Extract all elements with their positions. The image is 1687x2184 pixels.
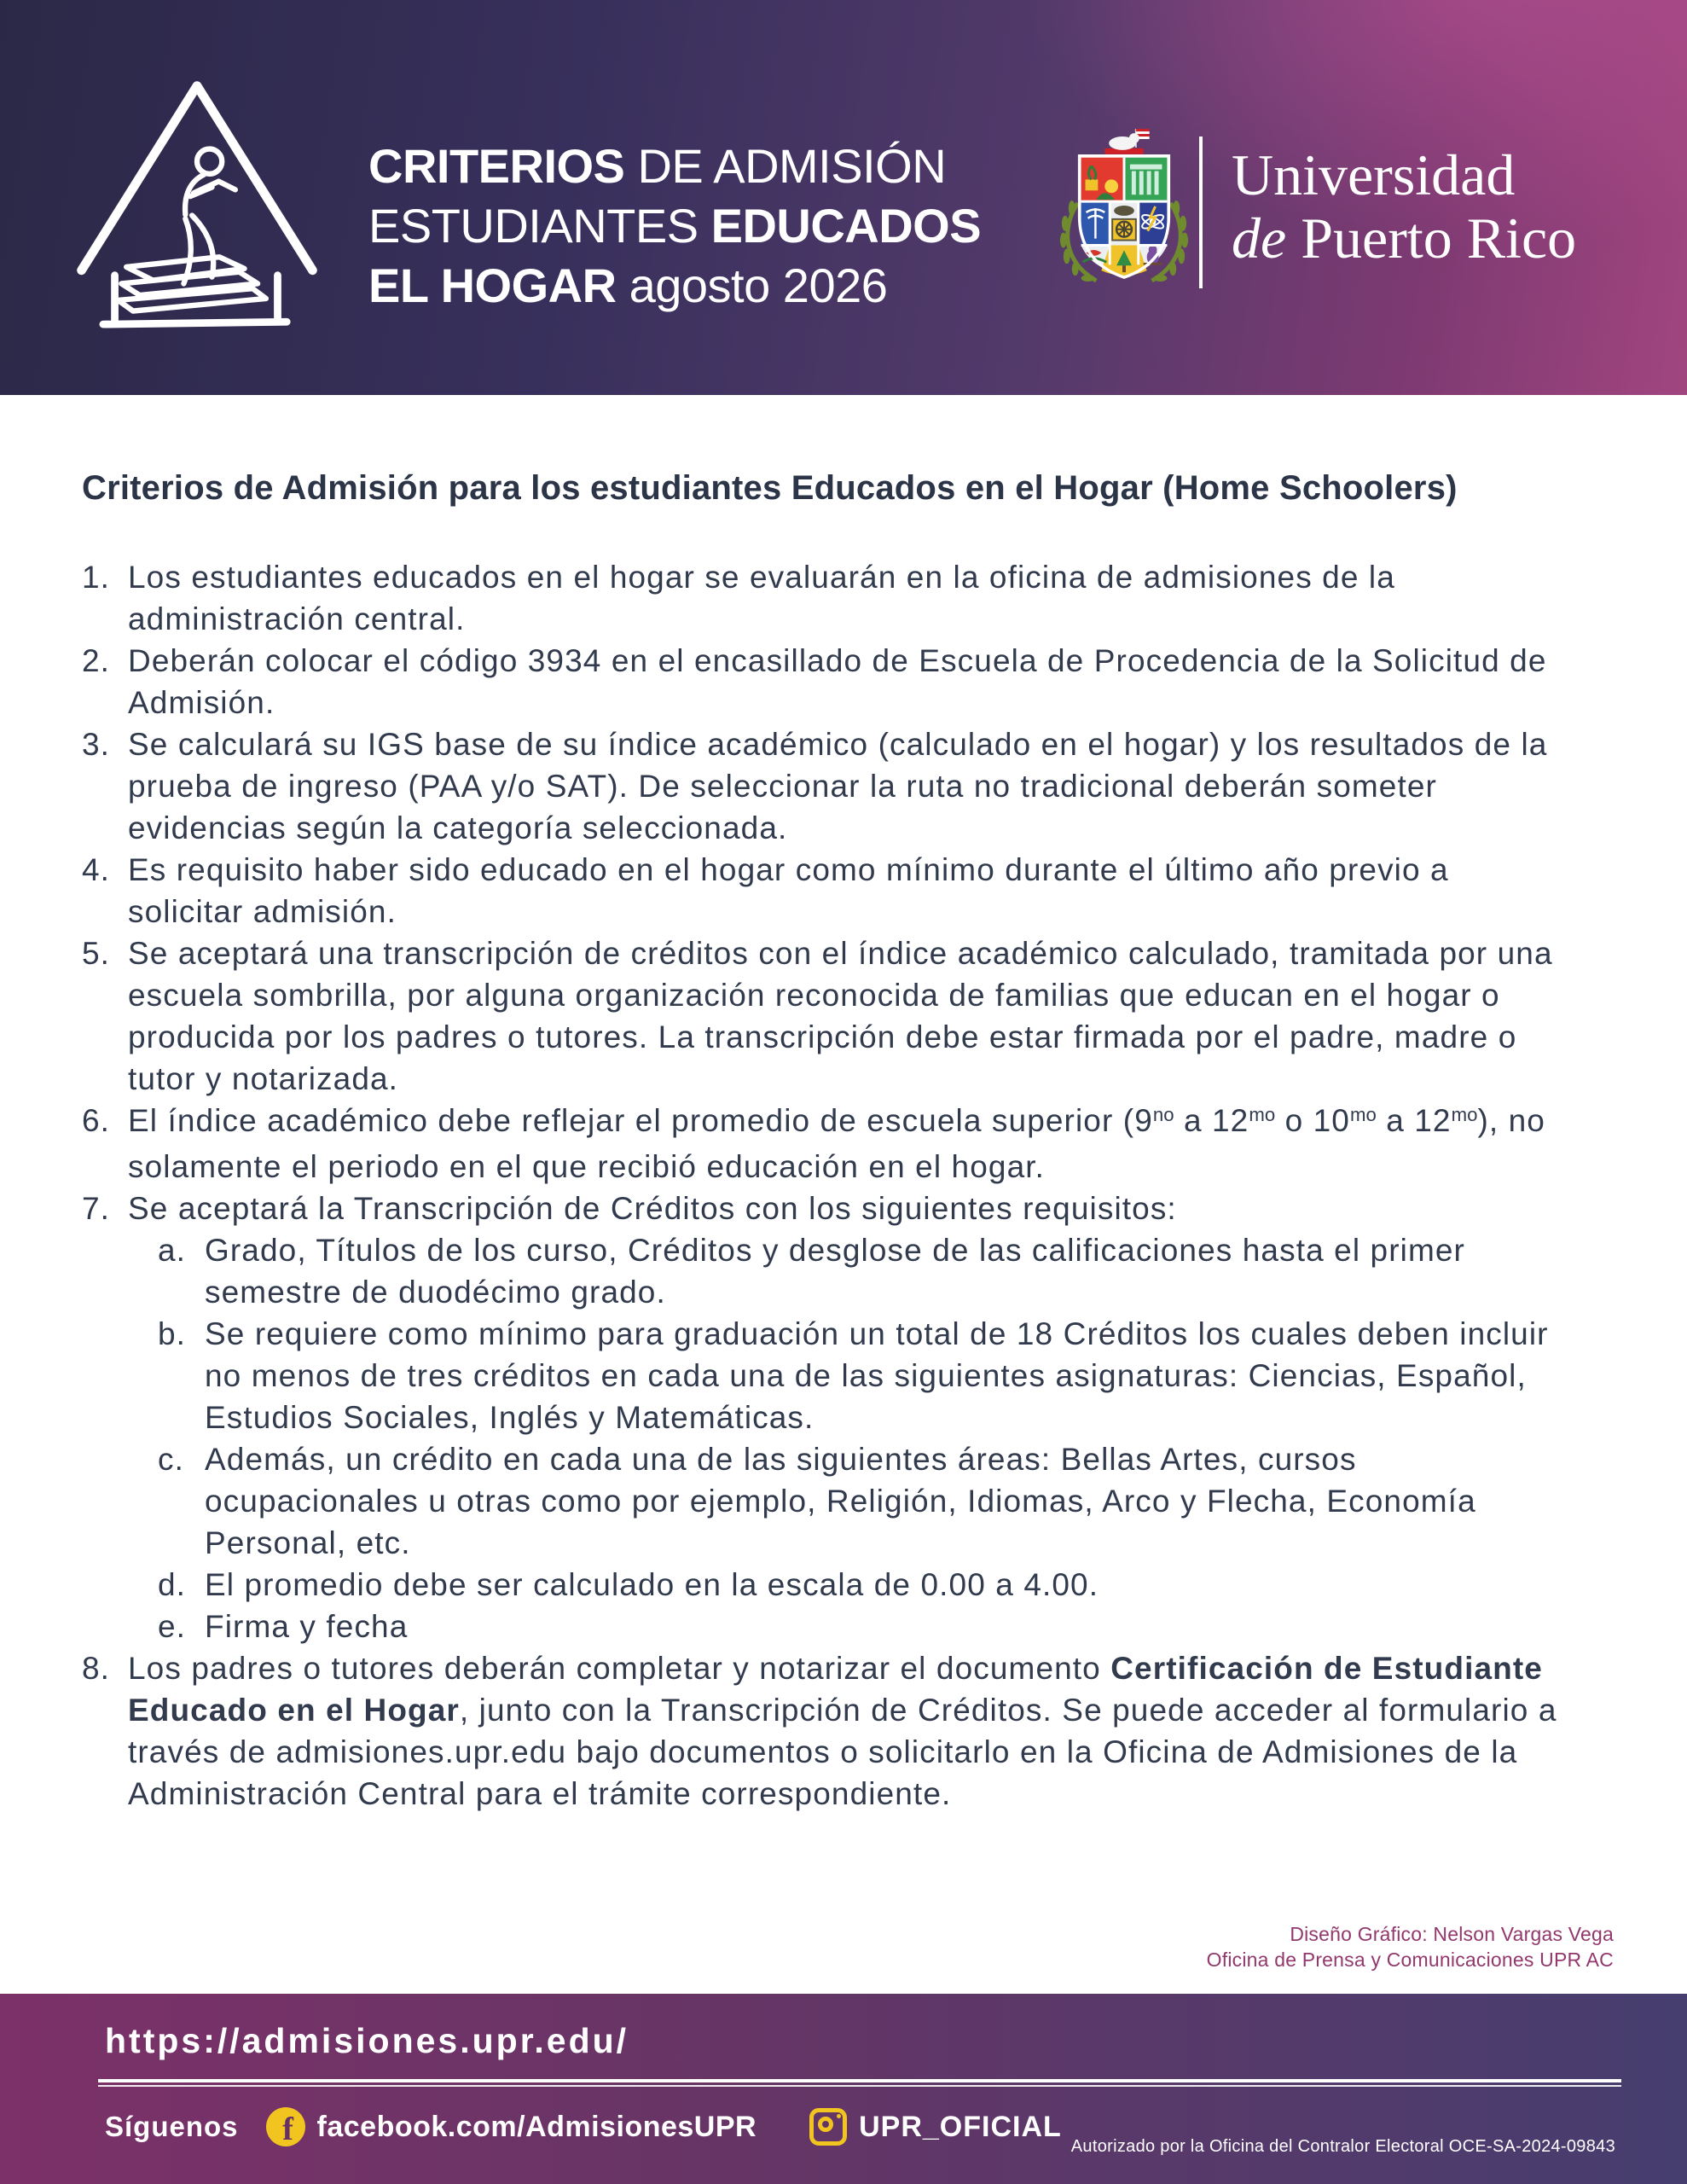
sub-item-text: El promedio debe ser calculado en la escala de 0.00 a 4.00. (205, 1567, 1099, 1602)
criteria-list (82, 556, 1573, 1815)
list-item (82, 849, 1573, 932)
list-item-number: 6. (82, 1103, 111, 1138)
social-row (105, 2103, 1062, 2151)
sub-item-text: Además, un crédito en cada una de las siguientes áreas: Bellas Artes, cursos ocupacionales u otras como por ejemplo, Religión, Idiomas, Arco y Flecha, Economía Personal, etc. (205, 1442, 1476, 1560)
university-name-line2: de Puerto Rico (1232, 206, 1577, 270)
list-item-number: 1. (82, 560, 111, 595)
logo-divider (1199, 136, 1203, 288)
list-item (82, 932, 1573, 1100)
document-heading: Criterios de Admisión para los estudiantes Educados en el Hogar (Home Schoolers) (82, 469, 1458, 507)
credits (1207, 1921, 1614, 1972)
title-line-1: CRITERIOS DE ADMISIÓN (368, 139, 947, 193)
facebook-icon (266, 2107, 305, 2146)
footer-divider (98, 2079, 1621, 2087)
list-item-text: El índice académico debe reflejar el promedio de escuela superior ($9^{no}$ a $12^{mo}$ o $10^{mo}$ a $12^{mo}$), no solamente el periodo en el que recibió educación en el hogar. (128, 1103, 1545, 1184)
list-item-number: 7. (82, 1191, 111, 1226)
list-item (82, 1100, 1573, 1188)
list-item-text: Los estudiantes educados en el hogar se evaluarán en la oficina de admisiones de la administración central. (128, 560, 1395, 636)
list-item-text: Se aceptará la Transcripción de Créditos con los siguientes requisitos: (128, 1191, 1177, 1226)
list-item (82, 723, 1573, 849)
list-item-text: Los padres o tutores deberán completar y notarizar el documento Certificación de Estudiante Educado en el Hogar, junto con la Transcripción de Créditos. Se puede acceder al formulario a través de admisiones.upr.edu bajo documentos o solicitarlo en la Oficina de Admisiones de la Administración Central para el trámite correspondiente. (128, 1651, 1557, 1811)
document-body (82, 468, 1573, 1815)
sub-item-letter: e. (158, 1609, 187, 1644)
credits-line2: Oficina de Prensa y Comunicaciones UPR AC (1206, 1949, 1614, 1971)
sub-list-item (82, 1313, 1573, 1438)
list-item-number: 2. (82, 643, 111, 678)
sub-item-letter: b. (158, 1316, 187, 1351)
sub-item-text: Se requiere como mínimo para graduación un total de 18 Créditos los cuales deben incluir no menos de tres créditos en cada una de las siguientes asignaturas: Ciencias, Español, Estudios Sociales, Inglés y Matemáticas. (205, 1316, 1549, 1435)
footer-banner (0, 1994, 1687, 2184)
list-item (82, 1647, 1573, 1815)
university-wordmark (1232, 143, 1576, 270)
authorization-note: Autorizado por la Oficina del Contralor Electoral OCE-SA-2024-09843 (1070, 2137, 1615, 2156)
sub-item-letter: d. (158, 1567, 187, 1602)
list-item-text: Deberán colocar el código 3934 en el encasillado de Escuela de Procedencia de la Solicitud de Admisión. (128, 643, 1547, 720)
follow-label: Síguenos (105, 2111, 239, 2142)
list-item (82, 1188, 1573, 1229)
list-item-number: 8. (82, 1651, 111, 1686)
list-item (82, 556, 1573, 640)
facebook-link[interactable]: facebook.com/AdmisionesUPR (316, 2110, 757, 2143)
list-item-number: 4. (82, 852, 111, 887)
list-item-number: 3. (82, 727, 111, 762)
instagram-icon (809, 2108, 847, 2146)
instagram-link[interactable]: UPR_OFICIAL (859, 2110, 1062, 2143)
sub-item-letter: c. (158, 1442, 184, 1477)
list-item-text: Es requisito haber sido educado en el hogar como mínimo durante el último año previo a solicitar admisión. (128, 852, 1449, 929)
sub-list-item (82, 1438, 1573, 1564)
facebook-letter: f (282, 2111, 293, 2147)
admissions-url[interactable]: https://admisiones.upr.edu/ (105, 2021, 629, 2060)
list-item (82, 640, 1573, 723)
header-banner (0, 0, 1687, 395)
instagram-lens (818, 2117, 833, 2132)
sub-item-text: Grado, Títulos de los curso, Créditos y desglose de las calificaciones hasta el primer semestre de duodécimo grado. (205, 1233, 1465, 1310)
sub-item-text: Firma y fecha (205, 1609, 409, 1644)
upr-coat-of-arms-icon (1052, 125, 1196, 295)
title-line-3: EL HOGAR agosto 2026 (368, 258, 888, 312)
sub-item-letter: a. (158, 1233, 187, 1268)
sub-list-item (82, 1606, 1573, 1647)
sub-list-item (82, 1564, 1573, 1606)
title-line-2: ESTUDIANTES EDUCADOS (368, 199, 982, 253)
credits-line1: Diseño Gráfico: Nelson Vargas Vega (1290, 1923, 1614, 1945)
flyer-title (368, 136, 981, 316)
sub-list-item (82, 1229, 1573, 1313)
university-name-line1: Universidad (1232, 142, 1516, 207)
list-item-number: 5. (82, 936, 111, 971)
house-reading-icon (68, 67, 326, 334)
list-item-text: Se aceptará una transcripción de créditos con el índice académico calculado, tramitada por una escuela sombrilla, por alguna organización reconocida de familias que educan en el hogar o producida por los padres o tutores. La transcripción debe estar firmada por el padre, madre o tutor y notarizada. (128, 936, 1553, 1096)
list-item-text: Se calculará su IGS base de su índice académico (calculado en el hogar) y los resultados de la prueba de ingreso (PAA y/o SAT). De seleccionar la ruta no tradicional deberán someter evidencias según la categoría seleccionada. (128, 727, 1548, 845)
instagram-flash-dot (837, 2114, 841, 2118)
